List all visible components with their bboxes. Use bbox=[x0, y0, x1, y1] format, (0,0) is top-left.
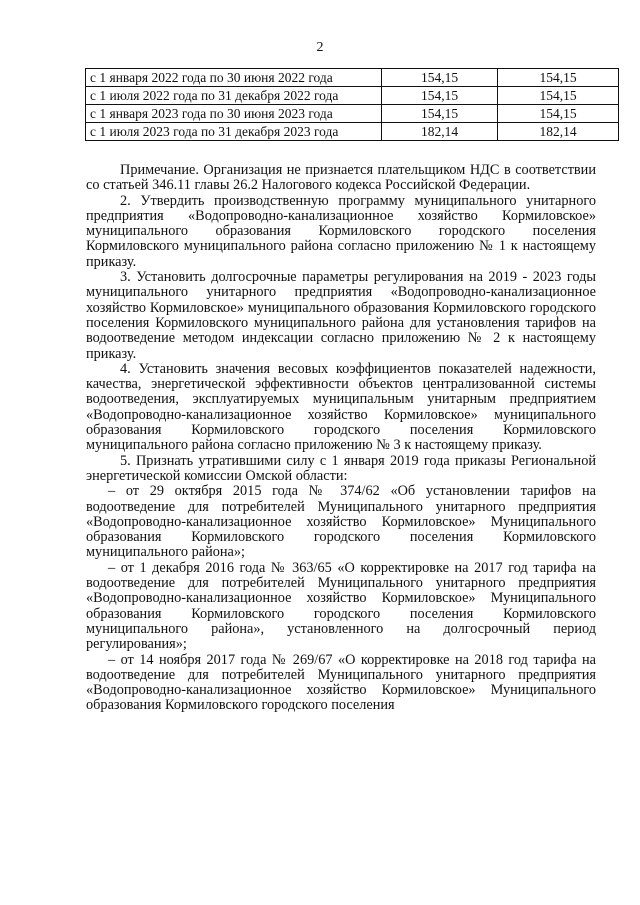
tariff-value-cell: 182,14 bbox=[498, 123, 619, 141]
table-row bbox=[86, 123, 619, 141]
table-row bbox=[86, 87, 619, 105]
repealed-order-3: – от 14 ноября 2017 года № 269/67 «О корректировке на 2018 год тарифа на водоотведение для потребителей Муниципального унитарного предприятия «Водопроводно-канализационное хозяйство Кормиловское» Муниципального образования Кормиловского городского поселения bbox=[86, 651, 596, 714]
item-4-paragraph: 4. Установить значения весовых коэффициентов показателей надежности, качества, энергетической эффективности объектов централизованной системы водоотведения, эксплуатируемых муниципальным унитарным предприятием «Водопроводно-канализационное хозяйство Кормиловское» муниципального образования Кормиловского городского поселения Кормиловского муниципального района согласно приложению № 3 к настоящему приказу. bbox=[86, 360, 596, 454]
document-body bbox=[86, 163, 596, 714]
period-cell: с 1 июля 2023 года по 31 декабря 2023 года bbox=[86, 123, 382, 141]
note-paragraph: Примечание. Организация не признается плательщиком НДС в соответствии со статьей 346.11 главы 26.2 Налогового кодекса Российской Федерации. bbox=[86, 162, 596, 194]
table-row bbox=[86, 105, 619, 123]
tariff-value-cell: 154,15 bbox=[382, 87, 498, 105]
item-2-paragraph: 2. Утвердить производственную программу муниципального унитарного предприятия «Водопроводно-канализационное хозяйство Кормиловское» муниципального образования Кормиловского городского поселения Кормиловского муниципального района согласно приложению № 1 к настоящему приказу. bbox=[86, 192, 596, 270]
tariff-value-cell: 154,15 bbox=[382, 105, 498, 123]
tariff-value-cell: 154,15 bbox=[498, 87, 619, 105]
tariff-value-cell: 154,15 bbox=[382, 69, 498, 87]
page-number: 2 bbox=[316, 40, 324, 55]
item-3-paragraph: 3. Установить долгосрочные параметры регулирования на 2019 - 2023 годы муниципального унитарного предприятия «Водопроводно-канализационное хозяйство Кормиловское» муниципального образования Кормиловского городского поселения Кормиловского муниципального района для установления тарифов на водоотведение методом индексации согласно приложению № 2 к настоящему приказу. bbox=[86, 269, 596, 362]
tariff-value-cell: 182,14 bbox=[382, 123, 498, 141]
table-row bbox=[86, 69, 619, 87]
tariff-value-cell: 154,15 bbox=[498, 105, 619, 123]
item-5-paragraph: 5. Признать утратившими силу с 1 января 2019 года приказы Региональной энергетической комиссии Омской области: bbox=[86, 452, 596, 484]
tariff-table bbox=[85, 68, 619, 141]
repealed-order-1: – от 29 октября 2015 года № 374/62 «Об установлении тарифов на водоотведение для потребителей Муниципального унитарного предприятия «Водопроводно-канализационное хозяйство Кормиловское» Муниципального образования Кормиловского городского поселения Кормиловского муниципального района»; bbox=[86, 483, 596, 561]
tariff-value-cell: 154,15 bbox=[498, 69, 619, 87]
period-cell: с 1 января 2022 года по 30 июня 2022 года bbox=[86, 69, 382, 87]
repealed-order-2: – от 1 декабря 2016 года № 363/65 «О корректировке на 2017 год тарифа на водоотведение для потребителей Муниципального унитарного предприятия «Водопроводно-канализационное хозяйство Кормиловское» Муниципального образования Кормиловского городского поселения Кормиловского муниципального района», установленного на долгосрочный период регулирования»; bbox=[86, 559, 596, 653]
period-cell: с 1 июля 2022 года по 31 декабря 2022 года bbox=[86, 87, 382, 105]
period-cell: с 1 января 2023 года по 30 июня 2023 года bbox=[86, 105, 382, 123]
